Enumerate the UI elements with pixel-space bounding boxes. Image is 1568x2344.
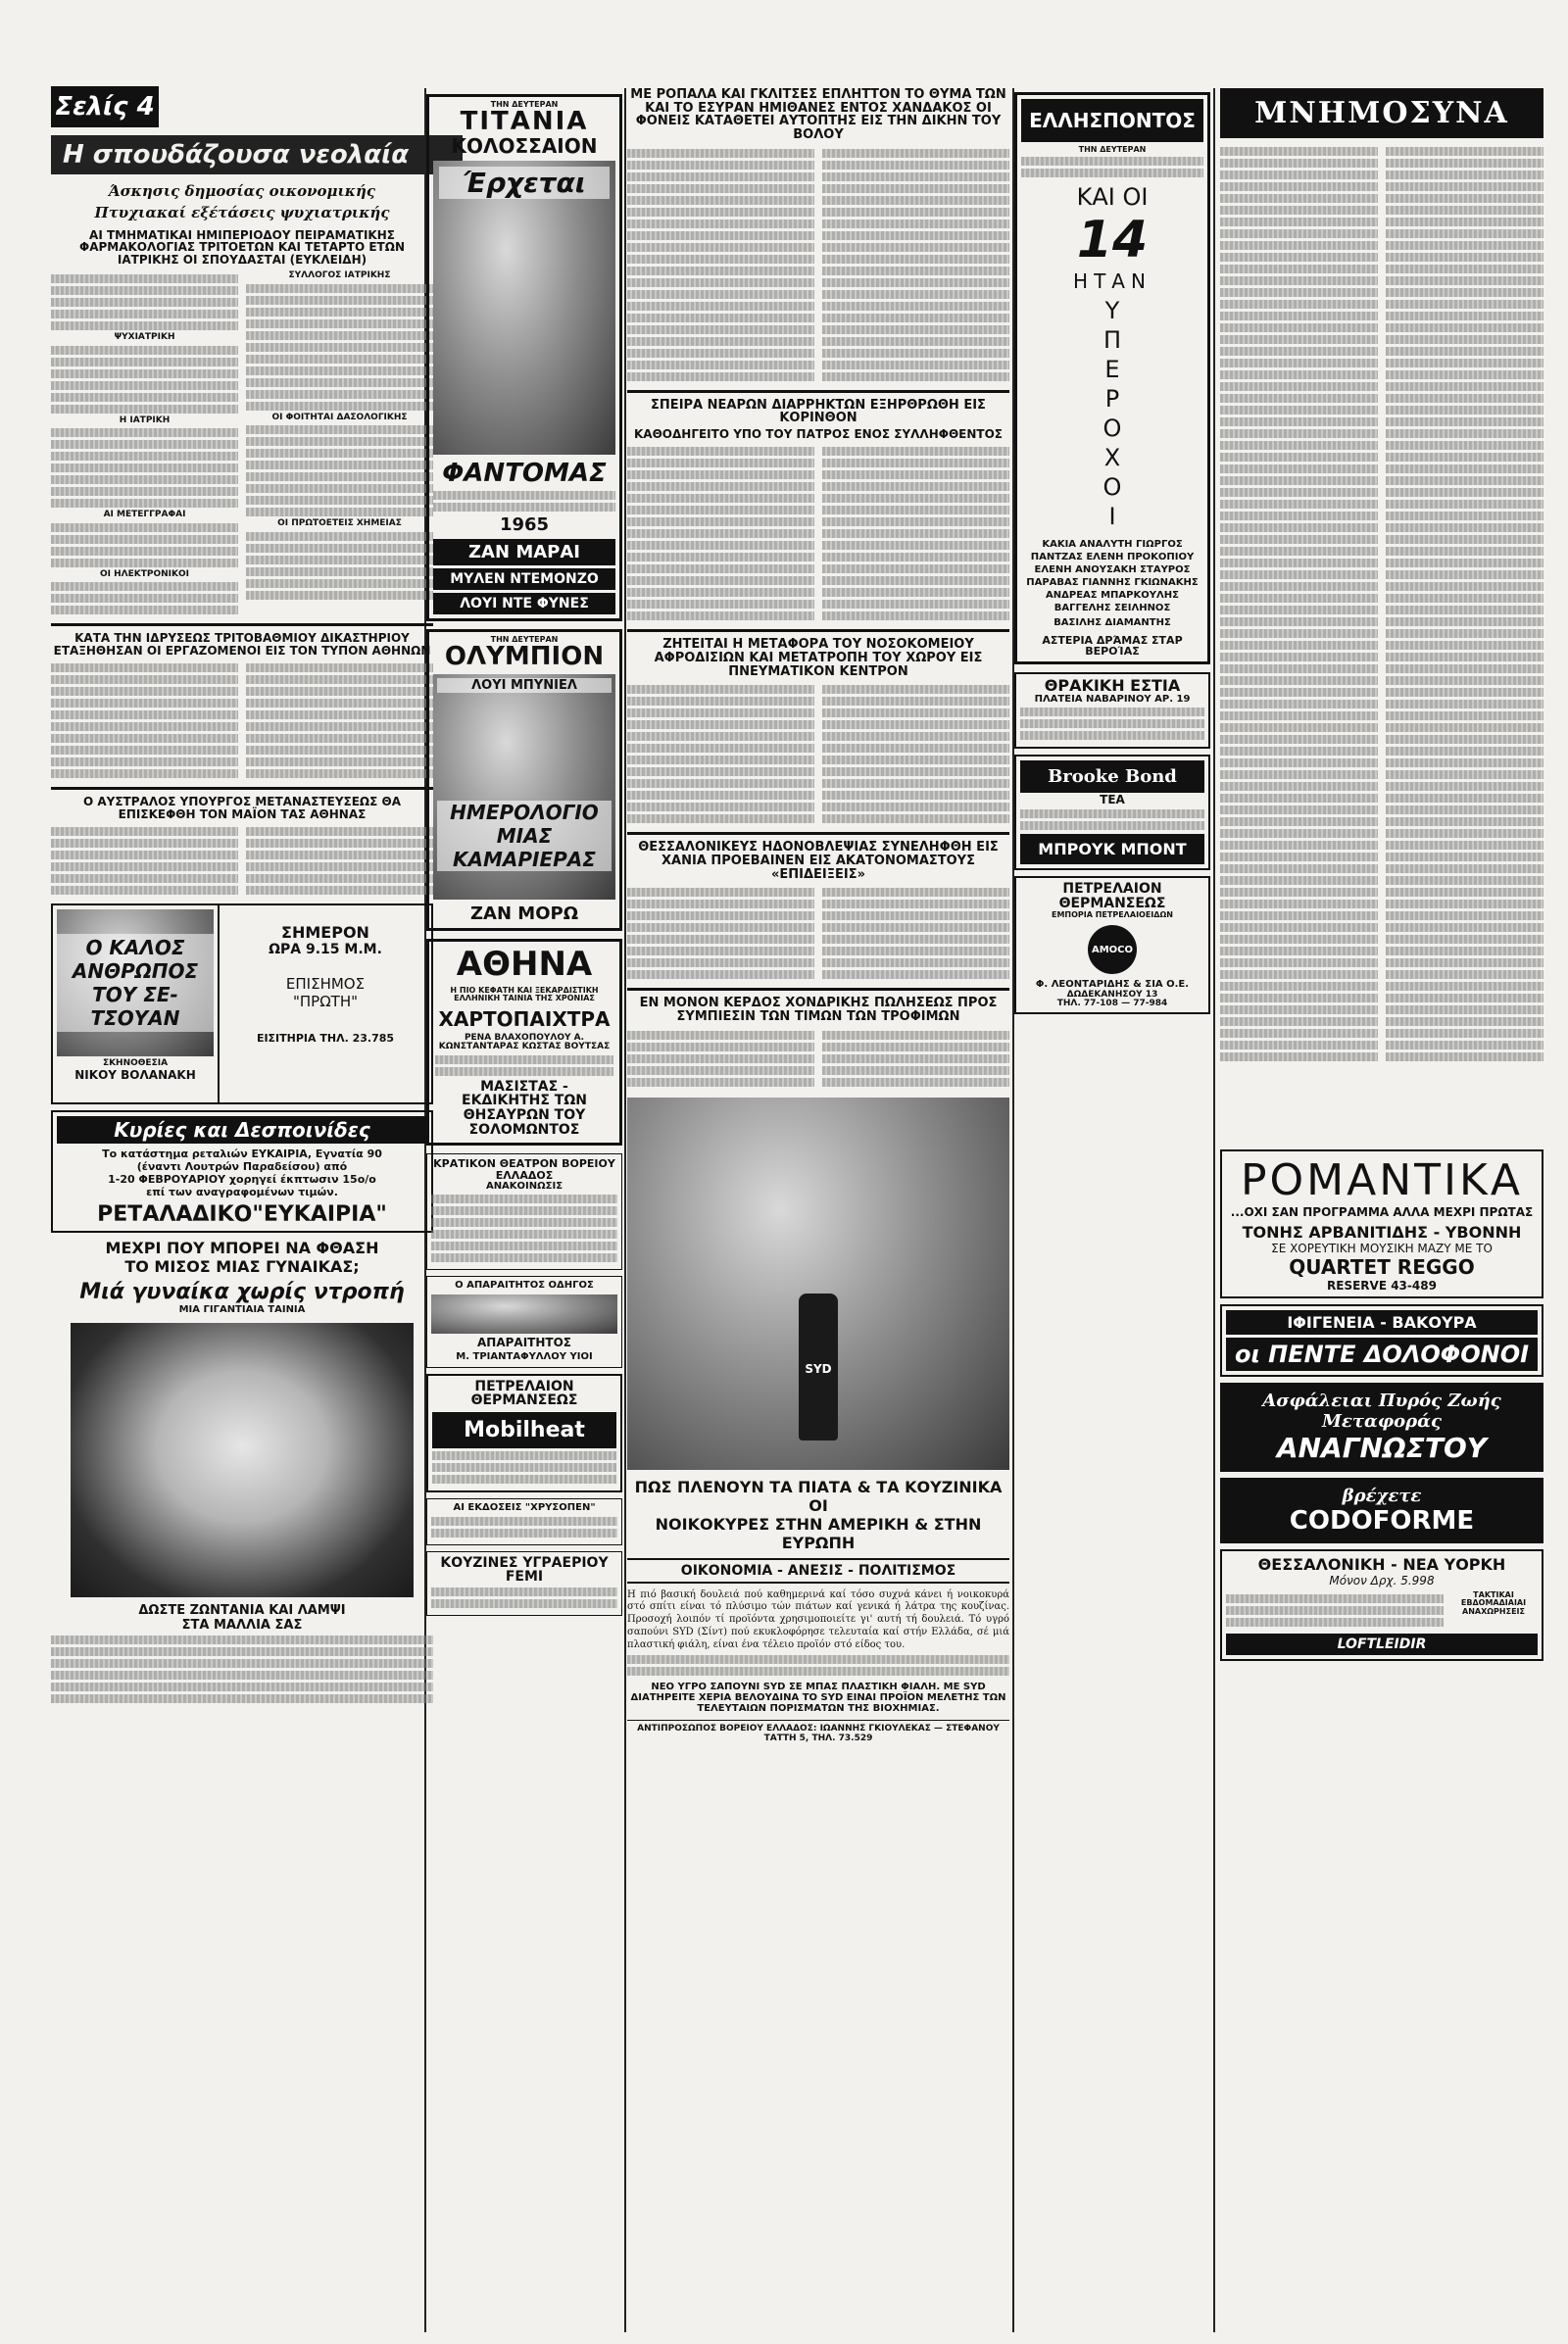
- titania-name-2: ΚΟΛΟΣΣΑΙΟΝ: [451, 133, 598, 158]
- shop-header: Κυρίες και Δεσποινίδες: [57, 1116, 427, 1144]
- headline-burglars: ΣΠΕΙΡΑ ΝΕΑΡΩΝ ΔΙΑΡΡΗΚΤΩΝ ΕΞΗΡΘΡΩΘΗ ΕΙΣ ΚΟΡΙΝΘΟΝ: [651, 397, 986, 426]
- kratikon-notice: [426, 1153, 622, 1270]
- ellispontos-day: ΤΗΝ ΔΕΥΤΕΡΑΝ: [1078, 145, 1147, 154]
- subhead-psychiatry: Πτυχιακαί εξέτάσεις ψυχιατρικής: [94, 203, 390, 221]
- athina-sub: Η ΠΙΟ ΚΕΦΑΤΗ ΚΑΙ ΞΕΚΑΡΔΙΣΤΙΚΗ ΕΛΛΗΝΙΚΗ ΤΑΙΝΙΑ ΤΗΣ ΧΡΟΝΙΑΣ: [450, 986, 599, 1003]
- athina-cast: ΡΕΝΑ ΒΛΑΧΟΠΟΥΛΟΥ Α. ΚΩΝΣΤΑΝΤΑΡΑΣ ΚΩΣΤΑΣ ΒΟΥΤΣΑΣ: [438, 1032, 611, 1052]
- odigos: Ο ΑΠΑΡΑΙΤΗΤΟΣ ΟΔΗΓΟΣ: [455, 1280, 594, 1292]
- ifigeneia-ad: [1220, 1304, 1544, 1377]
- hmerologio: ΗΜΕΡΟΛΟΓΙΟ ΜΙΑΣ ΚΑΜΑΡΙΕΡΑΣ: [437, 801, 612, 871]
- olympion-poster: [433, 674, 615, 900]
- anagnostou: ΑΝΑΓΝΩΣΤΟΥ: [1276, 1432, 1488, 1464]
- wholesale-article: [627, 1028, 1009, 1090]
- student-news: [51, 271, 433, 617]
- fantomas-poster: [433, 161, 615, 455]
- leontaridis: Φ. ΛΕΟΝΤΑΡΙΔΗΣ & ΣΙΑ Ο.Ε.: [1035, 979, 1190, 991]
- athina-ad: [426, 939, 622, 1146]
- section-banner: Η σπουδάζουσα νεολαία: [51, 135, 463, 174]
- romantika-ad: [1220, 1149, 1544, 1298]
- thrakiki-ad: [1014, 672, 1210, 749]
- fourteen: 14: [1076, 211, 1149, 270]
- brooke-logo: Brooke Bond: [1020, 760, 1204, 793]
- thess-ny: ΘΕΣΣΑΛΟΝΙΚΗ - ΝΕΑ ΥΟΡΚΗ: [1257, 1555, 1506, 1574]
- shop-text-3: 1-20 ΦΕΒΡΟΥΑΡΙΟΥ χορηγεί έκπτωσιν 15ο/ο: [108, 1173, 376, 1187]
- vrexete: βρέχετε: [1342, 1486, 1422, 1506]
- titania-name: ΤΙΤΑΝΙΑ: [460, 107, 589, 137]
- thrakiki: ΘΡΑΚΙΚΗ ΕΣΤΙΑ: [1044, 675, 1181, 695]
- subhead-psych: ΨΥΧΙΑΤΡΙΚΗ: [114, 332, 175, 343]
- mobilheat-logo: Mobilheat: [432, 1412, 616, 1448]
- amoco-address: ΔΩΔΕΚΑΝΗΣΟΥ 13: [1066, 989, 1158, 1000]
- theatre-today: ΣΗΜΕΡΟΝ: [281, 923, 369, 943]
- amoco-logo: [1088, 925, 1137, 974]
- olympion-day: ΤΗΝ ΔΕΥΤΕΡΑΝ: [490, 634, 559, 644]
- column-3: [627, 88, 1009, 1743]
- shop-text-2: (έναντι Λουτρών Παραδείσου) από: [136, 1160, 348, 1174]
- ellispontos-cast: ΚΑΚΙΑ ΑΝΑΛΥΤΗ ΓΙΩΡΓΟΣ ΠΑΝΤΖΑΣ ΕΛΕΝΗ ΠΡΟΚΟΠΙΟΥ ΕΛΕΝΗ ΑΝΟΥΣΑΚΗ ΣΤΑΥΡΟΣ ΠΑΡΑΒΑΣ ΓΙΑΝΝΗΣ ΓΚΙΩΝΑΚΗΣ ΑΝΔΡΕΑΣ ΜΠΑΡΚΟΥΛΗΣ ΒΑΓΓΕΛΗΣ ΣΕΙΛΗΝΟΣ: [1026, 539, 1199, 614]
- subhead-forestry: ΟΙ ΦΟΙΤΗΤΑΙ ΔΑΣΟΛΟΓΙΚΗΣ: [271, 412, 408, 422]
- syd-note: ΝΕΟ ΥΓΡΟ ΣΑΠΟΥΝΙ SYD ΣΕ ΜΠΑΣ ΠΛΑΣΤΙΚΗ ΦΙΑΛΗ. ΜΕ SYD ΔΙΑΤΗΡΕΙΤΕ ΧΕΡΙΑ ΒΕΛΟΥΔΙΝΑ ΤΟ SYD ΕΙΝΑΙ ΠΡΟΪΟΝ ΜΕΛΕΤΗΣ ΤΩΝ ΤΕΛΕΥΤΑΙΩΝ ΠΟΡΙΣΜΑΤΩΝ ΤΗΣ ΒΙΟΧΗΜΙΑΣ.: [630, 1681, 1006, 1714]
- shop-text-1: Το κατάστημα ρεταλιών ΕΥΚΑΙΡΙΑ, Εγνατία 90: [102, 1148, 382, 1161]
- odigos-ad: [426, 1276, 622, 1368]
- itan: ΗΤΑΝ: [1073, 269, 1152, 294]
- burglars-article: [627, 444, 1009, 623]
- theatre-poster: [57, 909, 214, 1056]
- brooke-name: ΜΠΡΟΥΚ ΜΠΟΝΤ: [1020, 834, 1204, 864]
- murder-article: [627, 146, 1009, 384]
- headline-court: ΚΑΤΑ ΤΗΝ ΙΔΡΥΣΕΩΣ ΤΡΙΤΟΒΑΘΜΙΟΥ ΔΙΚΑΣΤΗΡΙΟΥ ΕΤΑΞΗΘΗΣΑΝ ΟΙ ΕΡΓΑΖΟΜΕΝΟΙ ΕΙΣ ΤΟΝ ΤΥΠΟΝ ΑΘΗΝΩΝ: [53, 631, 431, 658]
- ellispontos-cast-2: ΒΑΣΙΛΗΣ ΔΙΑΜΑΝΤΗΣ: [1054, 617, 1171, 629]
- theatre-premiere: "ΠΡΩΤΗ": [292, 993, 359, 1011]
- ekdoseis: ΑΙ ΕΚΔΟΣΕΙΣ "ΧΡΥΣΟΠΕΝ": [453, 1502, 596, 1514]
- brooke-tea: TEA: [1100, 793, 1125, 807]
- olympion-actor-2: ΖΑΝ ΜΟΡΩ: [469, 903, 579, 925]
- triantafyllou: Μ. ΤΡΙΑΝΤΑΦΥΛΛΟΥ ΥΙΟΙ: [456, 1351, 593, 1363]
- subhead-chemistry: ΟΙ ΠΡΩΤΟΕΤΕΙΣ ΧΗΜΕΙΑΣ: [277, 518, 402, 529]
- column-2: [426, 88, 622, 1616]
- yperoxoi: ΥΠΕΡΟΧΟΙ: [1099, 297, 1126, 533]
- subhead-electronics: ΟΙ ΗΛΕΚΤΡΟΝΙΚΟΙ: [100, 568, 189, 579]
- headline-chania: ΘΕΣΣΑΛΟΝΙΚΕΥΣ ΗΔΟΝΟΒΛΕΨΙΑΣ ΣΥΝΕΛΗΦΘΗ ΕΙΣ ΧΑΝΙΑ ΠΡΟΕΒΑΙΝΕΝ ΕΙΣ ΑΚΑΤΟΝΟΜΑΣΤΟΥΣ «ΕΠΙΔΕΙΞΕΙΣ»: [638, 840, 999, 882]
- column-rule: [624, 88, 626, 2332]
- column-4: [1014, 88, 1210, 1014]
- lotion-headline-1: ΔΩΣΤΕ ΖΩΝΤΑΝΙΑ ΚΑΙ ΛΑΜΨΙ: [138, 1603, 346, 1619]
- olympion-actor: ΛΟΥΙ ΜΠΥΝΙΕΛ: [437, 678, 612, 693]
- theatre-official: ΕΠΙΣΗΜΟΣ: [285, 975, 366, 994]
- amoco-ad: [1014, 876, 1210, 1014]
- romantika-stars: ΤΟΝΗΣ ΑΡΒΑΝΙΤΙΔΗΣ - ΥΒΟΝΝΗ: [1242, 1223, 1522, 1242]
- student-news-right: [246, 271, 433, 617]
- syd-bottle: [799, 1294, 838, 1441]
- subhead-medicine: Η ΙΑΤΡΙΚΗ: [119, 415, 171, 425]
- subhead-economics: Άσκησις δημοσίας οικονομικής: [108, 182, 376, 200]
- ellispontos-name: ΕΛΛΗΣΠΟΝΤΟΣ: [1021, 99, 1203, 142]
- amoco-emporia: ΕΜΠΟΡΙΑ ΠΕΤΡΕΛΑΙΟΕΙΔΩΝ: [1052, 909, 1173, 919]
- mobilheat-petrelaion: ΠΕΤΡΕΛΑΙΟΝ ΘΕΡΜΑΝΣΕΩΣ: [470, 1378, 578, 1409]
- fantomas: ΦΑΝΤΟΜΑΣ: [442, 458, 607, 488]
- memorial-notices: [1220, 144, 1544, 1144]
- chania-article: [627, 885, 1009, 982]
- theatre-time: ΩΡΑ 9.15 Μ.Μ.: [269, 942, 382, 958]
- kratikon-title: ΚΡΑΤΙΚΟΝ ΘΕΑΤΡΟΝ ΒΟΡΕΙΟΥ ΕΛΛΑΔΟΣ: [433, 1157, 615, 1183]
- actor-2: ΜΥΛΕΝ ΝΤΕΜΟΝΖΟ: [433, 568, 615, 590]
- syd-tag: ΟΙΚΟΝΟΜΙΑ - ΑΝΕΣΙΣ - ΠΟΛΙΤΙΣΜΟΣ: [627, 1558, 1009, 1584]
- kouzines: ΚΟΥΖΙΝΕΣ ΥΓΡΑΕΡΙΟΥ FEMI: [440, 1554, 609, 1586]
- romantika-sub: ...ΟΧΙ ΣΑΝ ΠΡΟΓΡΑΜΜΑ ΑΛΛΑ ΜΕΧΡΙ ΠΡΩΤΑΣ: [1230, 1205, 1534, 1219]
- subhead-med-assoc: ΣΥΛΛΟΓΟΣ ΙΑΤΡΙΚΗΣ: [288, 270, 391, 281]
- ifigeneia: ΙΦΙΓΕΝΕΙΑ - ΒΑΚΟΥΡΑ: [1226, 1310, 1538, 1335]
- film-question-2: ΤΟ ΜΙΣΟΣ ΜΙΑΣ ΓΥΝΑΙΚΑΣ;: [124, 1257, 360, 1277]
- syd-kitchen-photo: [627, 1098, 1009, 1470]
- headline-hospital: ΖΗΤΕΙΤΑΙ Η ΜΕΤΑΦΟΡΑ ΤΟΥ ΝΟΣΟΚΟΜΕΙΟΥ ΑΦΡΟΔΙΣΙΩΝ ΚΑΙ ΜΕΤΑΤΡΟΠΗ ΤΟΥ ΧΩΡΟΥ ΕΙΣ ΠΝΕΥΜΑΤΙΚΟΝ ΚΕΝΤΡΟΝ: [654, 637, 983, 679]
- student-news-left: [51, 271, 238, 617]
- loftleidir-logo: LOFTLEIDIR: [1226, 1634, 1538, 1655]
- ellispontos-ad: [1014, 92, 1210, 664]
- film-question-1: ΜΕΧΡΙ ΠΟΥ ΜΠΟΡΕΙ ΝΑ ΦΘΑΣΗ: [105, 1239, 379, 1258]
- film-title: Μιά γυναίκα χωρίς ντροπή: [79, 1280, 405, 1305]
- theatre-direction-label: ΣΚΗΝΟΘΕΣΙΑ: [102, 1058, 169, 1069]
- theatre-director: ΝΙΚΟΥ ΒΟΛΑΝΑΚΗ: [74, 1067, 196, 1082]
- codoforme: CODOFORME: [1289, 1506, 1475, 1536]
- amoco-petrelaion: ΠΕΤΡΕΛΑΙΟΝ ΘΕΡΜΑΝΣΕΩΣ: [1058, 881, 1166, 911]
- ekdoseis-ad: [426, 1498, 622, 1545]
- headline-murder: ΜΕ ΡΟΠΑΛΑ ΚΑΙ ΓΚΛΙΤΣΕΣ ΕΠΛΗΤΤΟΝ ΤΟ ΘΥΜΑ ΤΩΝ ΚΑΙ ΤΟ ΕΣΥΡΑΝ ΗΜΙΘΑΝΕΣ ΕΝΤΟΣ ΧΑΝΔΑΚΟΣ ΟΙ ΦΟΝΕΙΣ ΚΑΤΑΘΕΤΕΙ ΑΥΤΟΠΤΗΣ ΕΙΣ ΤΗΝ ΔΙΚΗΝ ΤΟΥ ΒΟΛΟΥ: [630, 87, 1006, 142]
- olympion-ad: [426, 629, 622, 932]
- lotion-headline-2: ΣΤΑ ΜΑΛΛΙΑ ΣΑΣ: [181, 1618, 303, 1634]
- romantika-music: ΣΕ ΧΟΡΕΥΤΙΚΗ ΜΟΥΣΙΚΗ ΜΑΖΥ ΜΕ ΤΟ: [1271, 1242, 1493, 1255]
- aparaititos: ΑΠΑΡΑΙΤΗΤΟΣ: [477, 1335, 571, 1349]
- asfaleiai: Ασφάλειαι Πυρός Ζωής Μεταφοράς: [1262, 1391, 1501, 1432]
- theatre-tickets: ΕΙΣΙΤΗΡΙΑ ΤΗΛ. 23.785: [256, 1032, 395, 1046]
- headline-burglars-sub: ΚΑΘΟΔΗΓΕΙΤΟ ΥΠΟ ΤΟΥ ΠΑΤΡΟΣ ΕΝΟΣ ΣΥΛΛΗΦΘΕΝΤΟΣ: [634, 426, 1003, 441]
- court-article: [51, 660, 433, 781]
- shop-text-4: επί των αναγραφομένων τιμών.: [146, 1186, 338, 1199]
- film-ad: [51, 1239, 433, 1315]
- actor-1: ΖΑΝ ΜΑΡΑΙ: [433, 539, 615, 565]
- loftleidir-ad: [1220, 1549, 1544, 1661]
- column-5: [1220, 88, 1544, 1661]
- titania-day: ΤΗΝ ΔΕΥΤΕΡΑΝ: [490, 100, 559, 109]
- mobilheat-ad: [426, 1374, 622, 1492]
- romantika-reserve: RESERVE 43-489: [1327, 1279, 1437, 1293]
- year: 1965: [499, 513, 550, 535]
- erchetai: Έρχεται: [439, 167, 610, 199]
- headline-australian-minister: Ο ΑΥΣΤΡΑΛΟΣ ΥΠΟΥΡΓΟΣ ΜΕΤΑΝΑΣΤΕΥΣΕΩΣ ΘΑ ΕΠΙΣΚΕΦΘΗ ΤΟΝ ΜΑΪΟΝ ΤΑΣ ΑΘΗΝΑΣ: [83, 795, 401, 821]
- hospital-article: [627, 682, 1009, 826]
- amoco-logo-text: AMOCO: [1091, 944, 1134, 955]
- lotion-portrait: [71, 1323, 414, 1597]
- mono: Μόνον Δρχ. 5.998: [1329, 1574, 1435, 1587]
- syd-headline-2: ΝΟΙΚΟΚΥΡΕΣ ΣΤΗΝ ΑΜΕΡΙΚΗ & ΣΤΗΝ ΕΥΡΩΠΗ: [655, 1514, 982, 1552]
- syd-bottle-label: SYD: [805, 1361, 832, 1376]
- taktikai: ΤΑΚΤΙΚΑΙ ΕΒΔΟΜΑΔΙΑΙΑΙ ΑΝΑΧΩΡΗΣΕΙΣ: [1460, 1590, 1527, 1616]
- minister-article: [51, 824, 433, 898]
- pente: οι ΠΕΝΤΕ ΔΟΛΟΦΟΝΟΙ: [1226, 1338, 1538, 1371]
- kratikon-anakoinosis: ΑΝΑΚΟΙΝΩΣΙΣ: [485, 1180, 564, 1192]
- anagnostou-ad: [1220, 1383, 1544, 1472]
- shop-name: ΡΕΤΑΛΑΔΙΚΟ"ΕΥΚΑΙΡΙΑ": [97, 1202, 387, 1228]
- romantika: ΡΟΜΑΝΤΙΚΑ: [1241, 1155, 1523, 1205]
- page-masthead: Σελίς 4: [51, 86, 159, 127]
- titania-ad: [426, 94, 622, 621]
- subhead-transfers: ΑΙ ΜΕΤΕΓΓΡΑΦΑΙ: [103, 510, 186, 520]
- xartopaixtra: ΧΑΡΤΟΠΑΙΧΤΡΑ: [438, 1006, 611, 1031]
- actor-3: ΛΟΥΙ ΝΤΕ ΦΥΝΕΣ: [433, 593, 615, 614]
- lotion-ad: [51, 1323, 433, 1703]
- syd-agent: ΑΝΤΙΠΡΟΣΩΠΟΣ ΒΟΡΕΙΟΥ ΕΛΛΑΔΟΣ: ΙΩΑΝΝΗΣ ΓΚΙΟΥΛΕΚΑΣ — ΣΤΕΦΑΝΟΥ ΤΑΤΤΗ 5, ΤΗΛ. 73.529: [627, 1720, 1009, 1743]
- amoco-tel: ΤΗΛ. 77-108 — 77-984: [1056, 998, 1168, 1008]
- column-1: [51, 184, 433, 1706]
- headline-pharmacology: ΑΙ ΤΜΗΜΑΤΙΚΑΙ ΗΜΙΠΕΡΙΟΔΟΥ ΠΕΙΡΑΜΑΤΙΚΗΣ ΦΑΡΜΑΚΟΛΟΓΙΑΣ ΤΡΙΤΟΕΤΩΝ ΚΑΙ ΤΕΤΑΡΤΟ ΕΤΩΝ ΙΑΤΡΙΚΗΣ ΟΙ ΣΠΟΥΔΑΣΤΑΙ (ΕΥΚΛΕΙΔΗ): [79, 227, 405, 267]
- plateia: ΠΛΑΤΕΙΑ ΝΑΒΑΡΙΝΟΥ ΑΡ. 19: [1034, 693, 1191, 705]
- brooke-bond-ad: [1014, 755, 1210, 870]
- kai-oi: ΚΑΙ ΟΙ: [1076, 183, 1149, 212]
- theatre-title: Ο ΚΑΛΟΣ ΑΝΘΡΩΠΟΣ ΤΟΥ ΣΕ-ΤΣΟΥΑΝ: [57, 934, 214, 1032]
- masistas: ΜΑΣΙΣΤΑΣ - ΕΚΔΙΚΗΤΗΣ ΤΩΝ ΘΗΣΑΥΡΩΝ ΤΟΥ ΣΟΛΟΜΩΝΤΟΣ: [462, 1078, 587, 1138]
- film-tag: ΜΙΑ ΓΙΓΑΝΤΙΑΙΑ ΤΑΙΝΙΑ: [178, 1304, 306, 1316]
- odigos-cover: [431, 1294, 617, 1334]
- syd-headline-1: ΠΩΣ ΠΛΕΝΟΥΝ ΤΑ ΠΙΑΤΑ & ΤΑ ΚΟΥΖΙΝΙΚΑ ΟΙ: [634, 1477, 1003, 1515]
- syd-body: Η πιό βασική δουλειά πού καθημερινά καί τόσο συχνά κάνει ή νοικοκυρά στό σπίτι είναι τό πλύσιμο τών πιάτων καί γενικά ή λάτρα της κουζίνας. Προσοχή λοιπόν τί προϊόντα χρησιμοποιείτε γι' αυτή τή δουλειά. Τό υγρό σαπούνι SYD (Σίντ) πού εκυκλοφόρησε τελευταία καί στήν Ελλάδα, σέ μιά πλαστική φιάλη, είναι ένα τέλειο προϊόν στό είδος του.: [627, 1588, 1009, 1650]
- romantika-quartet: QUARTET REGGO: [1289, 1255, 1475, 1279]
- headline-wholesale: ΕΝ ΜΟΝΟΝ ΚΕΡΔΟΣ ΧΟΝΔΡΙΚΗΣ ΠΩΛΗΣΕΩΣ ΠΡΟΣ ΣΥΜΠΙΕΣΙΝ ΤΩΝ ΤΙΜΩΝ ΤΩΝ ΤΡΟΦΙΜΩΝ: [639, 996, 998, 1024]
- shop-ad: [51, 1110, 433, 1233]
- athina-name: ΑΘΗΝΑ: [456, 945, 593, 985]
- codoforme-ad: [1220, 1478, 1544, 1543]
- column-rule: [1213, 88, 1215, 2332]
- kouzines-ad: [426, 1551, 622, 1616]
- theatre-ad: [51, 903, 433, 1104]
- ellispontos-star: ΑΣΤΕΡΙΑ ΔΡΆΜΑΣ ΣΤΑΡ ΒΕΡΟΊΑΣ: [1042, 633, 1183, 659]
- syd-ad: [627, 1098, 1009, 1743]
- mnimosyna: ΜΝΗΜΟΣΥΝΑ: [1220, 88, 1544, 138]
- olympion-name: ΟΛΥΜΠΙΟΝ: [444, 642, 605, 672]
